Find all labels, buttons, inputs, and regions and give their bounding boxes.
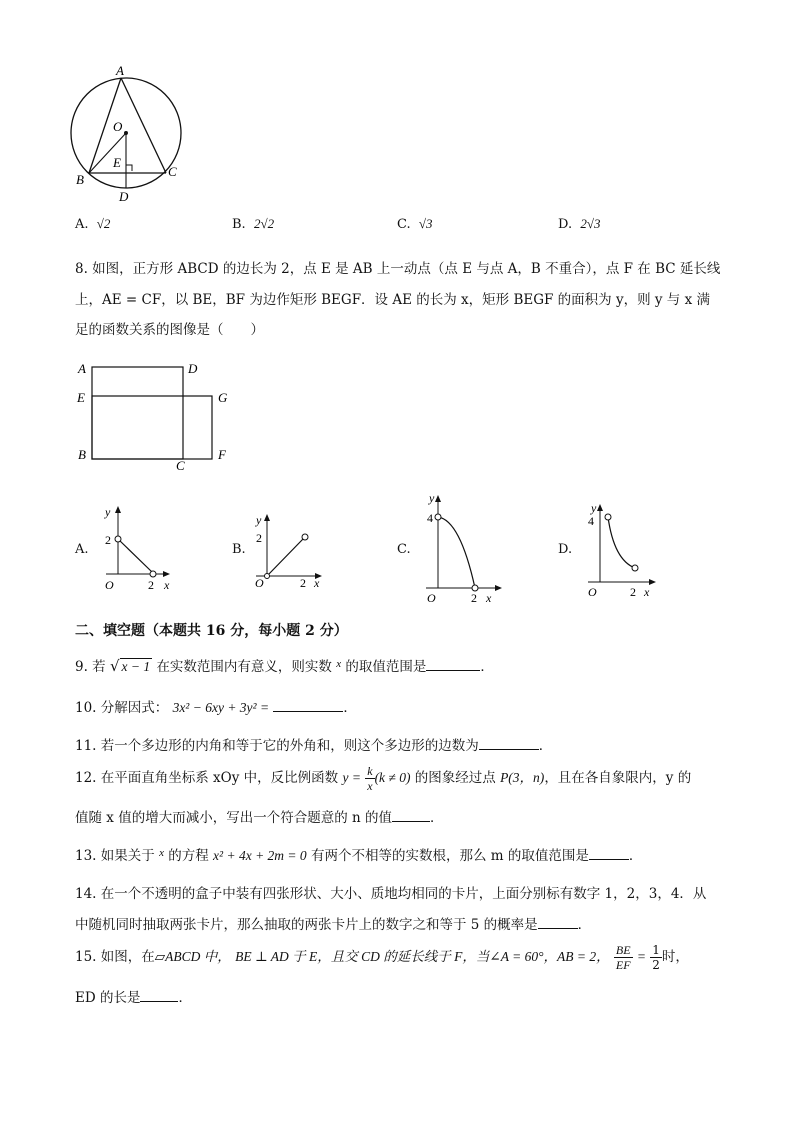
q8-option-a-graph[interactable] [98, 502, 178, 592]
label-b: B [78, 447, 86, 462]
q8-rectangle-figure [74, 356, 244, 476]
svg-text:y: y [256, 513, 262, 527]
square-abcd [92, 367, 183, 459]
fraction-one-half: $\frac{1}{2}$ [652, 943, 660, 972]
answer-blank[interactable] [426, 658, 480, 671]
q8-option-d-letter[interactable]: D. [558, 542, 573, 557]
option-value: √3 [418, 216, 433, 231]
option-letter: C. [397, 217, 411, 232]
graph-line [267, 539, 303, 576]
fraction-be-over-ef: $\frac{BE}{EF}$ [615, 943, 631, 972]
svg-text:2: 2 [105, 533, 111, 547]
label-c: C [168, 164, 177, 179]
label-d: D [188, 361, 198, 376]
q8-option-c-letter[interactable]: C. [397, 542, 411, 557]
answer-blank[interactable] [140, 989, 178, 1002]
side-ac [121, 78, 166, 173]
svg-text:2: 2 [630, 585, 636, 599]
rectangle-begf [92, 396, 212, 459]
option-value: 2√3 [580, 216, 601, 231]
q7-option-c[interactable] [397, 216, 433, 232]
svg-text:x: x [644, 585, 650, 599]
q8-option-d-graph[interactable] [580, 500, 665, 600]
q8-line-1: 8. 如图，正方形 ABCD 的边长为 2，点 E 是 AB 上一动点（点 E 与点 A，B 不重合），点 F 在 BC 延长线 [75, 261, 721, 277]
center-point [124, 131, 128, 135]
fraction-k-over-x: $\frac{k}{x}$ [367, 764, 373, 793]
option-letter: D. [558, 217, 573, 232]
svg-text:2: 2 [300, 576, 306, 590]
q8-option-c-graph[interactable] [418, 490, 508, 605]
svg-text:y: y [105, 505, 111, 519]
svg-text:x: x [486, 591, 492, 605]
q15-line-2: ED 的长是 ． [75, 990, 192, 1006]
svg-text:O: O [427, 591, 436, 605]
q7-circle-figure [68, 60, 188, 210]
q10: 10. 分解因式： 3x² − 6xy + 3y² = ． [75, 700, 357, 716]
q15-line-1: 15. 如图，在▱ABCD 中， BE ⊥ AD 于 E，且交 CD 的延长线于 F，当∠A = 60°，AB = 2， $\frac{BE}{EF}$ = $\frac{1}{2}$ 时， [75, 943, 689, 972]
label-g: G [218, 390, 228, 405]
graph-curve [438, 517, 475, 588]
label-e: E [113, 155, 121, 170]
label-a: A [116, 63, 124, 78]
q11: 11. 若一个多边形的内角和等于它的外角和，则这个多边形的边数为 ． [75, 738, 553, 754]
q8-option-b-letter[interactable]: B. [232, 542, 246, 557]
option-value: 2√2 [253, 216, 275, 231]
q12-line-2: 值随 x 值的增大而减小，写出一个符合题意的 n 的值 ． [75, 810, 444, 826]
svg-text:O: O [588, 585, 597, 599]
option-letter: A. [75, 217, 89, 232]
option-letter: B. [232, 217, 246, 232]
q7-option-d[interactable] [558, 216, 601, 232]
q7-option-b[interactable] [232, 216, 274, 232]
q14-line-1: 14. 在一个不透明的盒子中装有四张形状、大小、质地均相同的卡片，上面分别标有数字 1，2，3，4．从 [75, 886, 707, 902]
svg-text:O: O [105, 578, 114, 592]
q8-line-2: 上，AE = CF，以 BE，BF 为边作矩形 BEGF．设 AE 的长为 x，矩形 BEGF 的面积为 y，则 y 与 x 满 [75, 292, 710, 308]
answer-blank[interactable] [392, 809, 430, 822]
q8-option-a-letter[interactable]: A. [75, 542, 89, 557]
svg-text:x: x [314, 576, 320, 590]
option-value: √2 [96, 216, 111, 231]
label-c: C [176, 458, 185, 473]
right-angle-mark [126, 165, 132, 171]
label-d: D [119, 189, 129, 204]
svg-text:y: y [591, 501, 597, 515]
q14-line-2: 中随机同时抽取两张卡片，那么抽取的两张卡片上的数字之和等于 5 的概率是 ． [75, 917, 592, 933]
label-f: F [218, 447, 226, 462]
q8-option-b-graph[interactable] [250, 510, 330, 590]
answer-blank[interactable] [273, 699, 343, 712]
section-title: 二、填空题（本题共 16 分，每小题 2 分） [75, 623, 348, 639]
q9: 9. 若 √ x − 1 在实数范围内有意义，则实数 $^x$ 的取值范围是 ． [75, 657, 494, 675]
q8-line-3: 足的函数关系的图像是（ ） [75, 322, 264, 338]
q12-line-1: 12. 在平面直角坐标系 xOy 中，反比例函数 y = $\frac{k}{x}$ (k ≠ 0) 的图象经过点 P(3，n)，且在各自象限内，y 的 [75, 764, 692, 793]
answer-blank[interactable] [538, 916, 578, 929]
q7-option-a[interactable] [75, 216, 110, 232]
label-o: O [113, 119, 123, 134]
graph-line [118, 539, 152, 572]
svg-text:4: 4 [588, 514, 594, 528]
label-b: B [76, 172, 84, 187]
answer-blank[interactable] [479, 737, 539, 750]
svg-text:2: 2 [471, 591, 477, 605]
svg-text:2: 2 [256, 531, 262, 545]
svg-text:4: 4 [427, 511, 433, 525]
svg-text:y: y [429, 491, 435, 505]
answer-blank[interactable] [589, 847, 629, 860]
svg-text:2: 2 [148, 578, 154, 592]
sqrt-expression: √ x − 1 [109, 657, 151, 675]
svg-text:O: O [255, 576, 264, 590]
label-e: E [77, 390, 85, 405]
q13: 13. 如果关于 $^x$ 的方程 x² + 4x + 2m = 0 有两个不相等的实数根，那么 m 的取值范围是 ． [75, 847, 643, 864]
label-a: A [78, 361, 86, 376]
graph-curve [608, 517, 635, 568]
svg-text:x: x [164, 578, 170, 592]
